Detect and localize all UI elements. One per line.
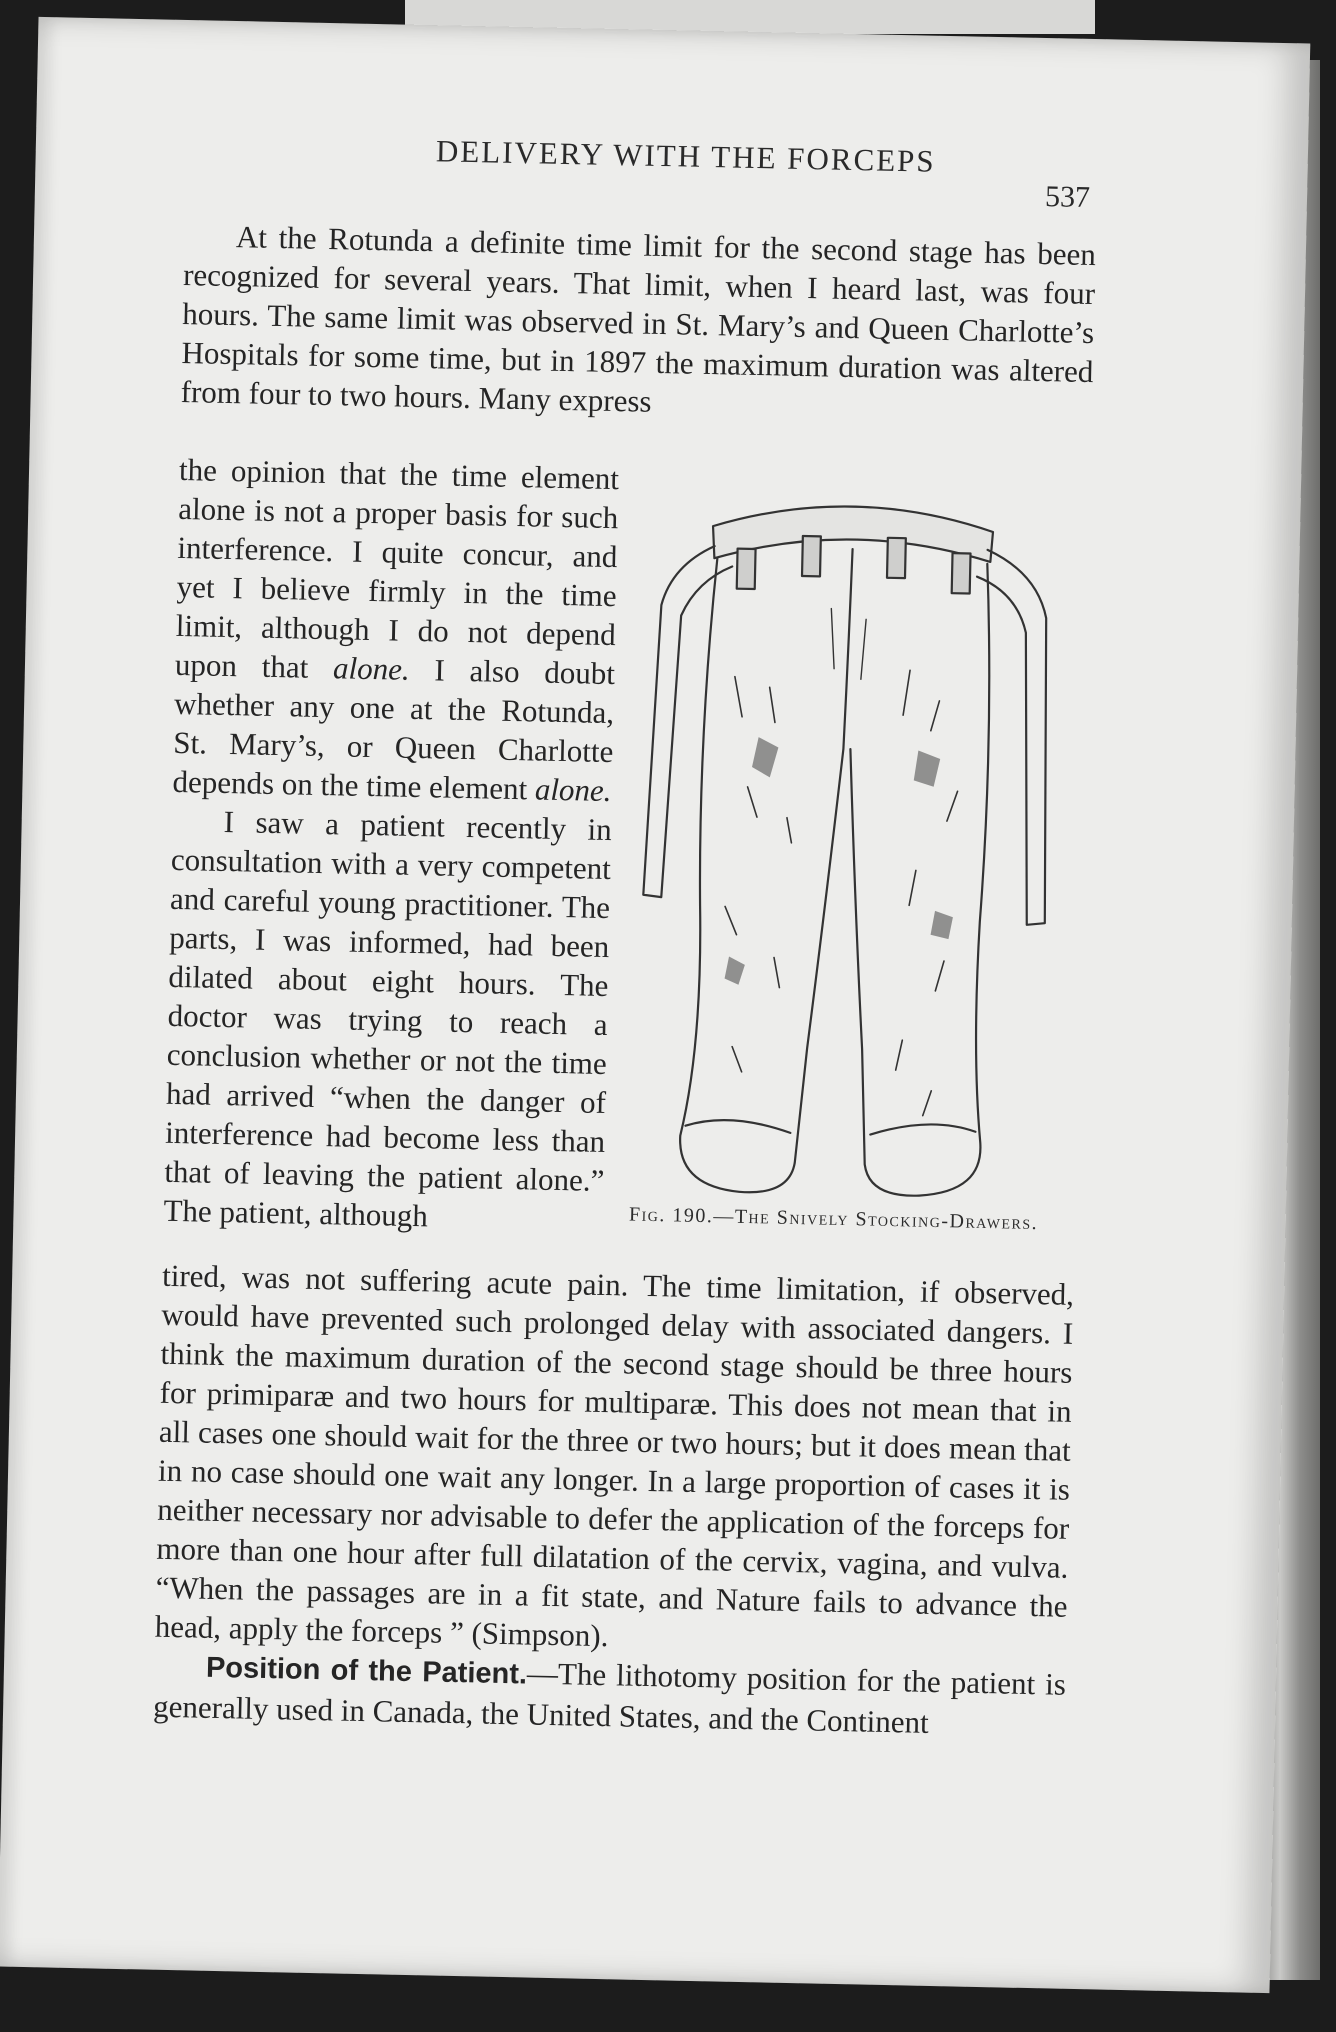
- paragraph-1-top: [180, 216, 1096, 430]
- running-title: DELIVERY WITH THE FORCEPS: [435, 133, 937, 179]
- paragraph-2-left-text: I saw a patient recently in consultation with a very competent and careful young practitioner. The parts, I was informed, had been dilated about eight hours. The doctor was trying to reach a conclusion whether or not the time had arrived “when the danger of interference had become less than that of leaving the patient alone.” The patient, although: [163, 803, 613, 1234]
- emphasis-alone-2: alone.: [534, 771, 612, 809]
- bottom-text-block: [153, 1256, 1075, 1745]
- book-page: [0, 17, 1310, 1993]
- section-heading-position-of-patient: Position of the Patient.: [205, 1651, 528, 1691]
- figure-label: Fig. 190.: [628, 1203, 714, 1228]
- paragraph-1-left-text-2: I also doubt whether any one at the Rotunda, St. Mary’s, or Queen Charlotte depends on the time element: [172, 652, 616, 807]
- paragraph-1-continued: [172, 450, 619, 810]
- paragraph-1-left-text: the opinion that the time element alone is not a proper basis for such interference. I quite concur, and yet I believe firmly in the time limit, although I do not depend upon that: [174, 451, 620, 685]
- paragraph-1-top-text: At the Rotunda a definite time limit for the second stage has been recognized for several years. That limit, when I heard last, was four hours. The same limit was observed in St. Mary’s and Queen Charlotte’s Hospitals for some time, but in 1897 the maximum duration was altered from four to two hours. Many express: [180, 219, 1097, 419]
- left-column-text: [163, 450, 619, 1239]
- figure-caption-text: —The Snively Stocking-Drawers.: [713, 1205, 1039, 1235]
- paragraph-2-bottom-text: tired, was not suffering acute pain. The time limitation, if observed, would have prevented such prolonged delay with associated dangers. I think the maximum duration of the second stage should be three hours for primiparæ and two hours for multiparæ. This does not mean that in all cases one should wait for the three or two hours; but it does mean that in no case should one wait any longer. In a large proportion of cases it is neither necessary nor advisable to defer the application of the forceps for more than one hour after full dilatation of the cervix, vagina, and vulva. “When the passages are in a fit state, and Nature fails to advance the head, apply the forceps ” (Simpson).: [154, 1257, 1075, 1654]
- paragraph-3-text: —The lithotomy position for the patient is generally used in Canada, the United States, and the Continent: [152, 1655, 1067, 1740]
- stocking-drawers-illustration: [629, 485, 1064, 1214]
- emphasis-alone-1: alone.: [332, 650, 411, 687]
- page-number: 537: [1044, 180, 1091, 214]
